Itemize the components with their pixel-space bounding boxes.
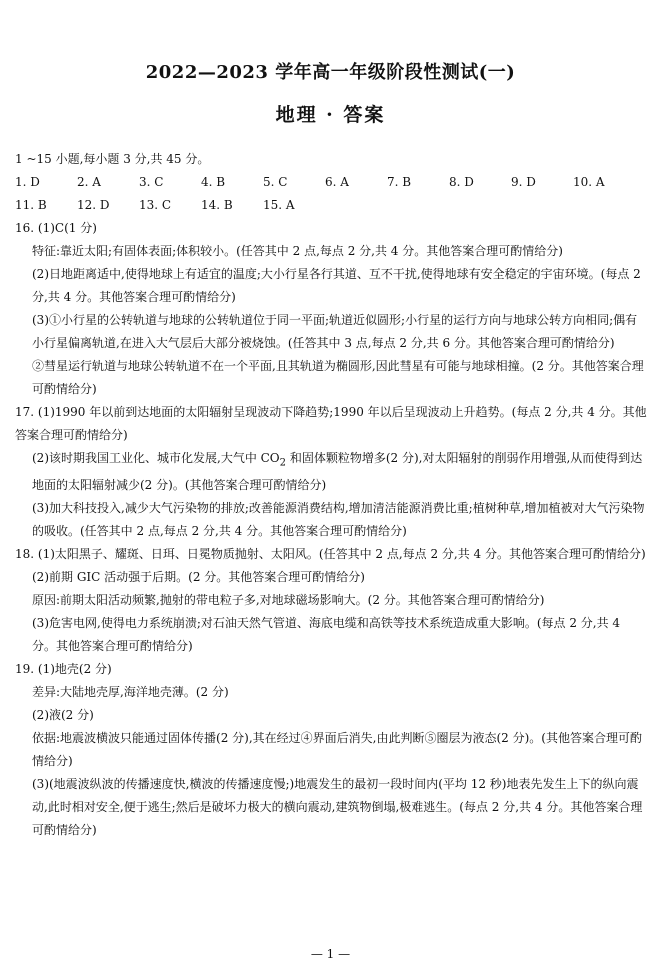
mc-intro: 1 ~15 小题,每小题 3 分,共 45 分。 (15, 152, 210, 166)
q18-part3: (3)危害电网,使得电力系统崩溃;对石油天然气管道、海底电缆和高铁等技术系统造成重大影响。(每点 2 分,共 4 分。其他答案合理可酌情给分) (32, 616, 621, 654)
mc-answer: 9. D (511, 175, 536, 189)
q16-head: 16. (1)C(1 分) (15, 221, 97, 235)
page-number: — 1 — (310, 947, 351, 961)
mc-answer: 13. C (139, 198, 172, 212)
q17-part2-text: (2)该时期我国工业化、城市化发展,大气中 CO (32, 451, 280, 465)
mc-answer: 4. B (201, 175, 226, 189)
mc-answer: 3. C (139, 175, 164, 189)
q19-part3: (3)(地震波纵波的传播速度快,横波的传播速度慢;)地震发生的最初一段时间内(平均 12 秒)地表先发生上下的纵向震动,此时相对安全,便于逃生;然后是破坏力极大的横向震动,建筑物倒塌,极难逃生。(每点 2 分,共 4 分。其他答案合理可酌情给分) (32, 777, 643, 838)
q17-part3: (3)加大科技投入,减少大气污染物的排放;改善能源消费结构,增加清洁能源消费比重;植树种草,增加植被对大气污染物的吸收。(任答其中 2 点,每点 2 分,共 4 分。其他答案合理可酌情给分) (32, 501, 645, 539)
q16-feature: 特征:靠近太阳;有固体表面;体积较小。(任答其中 2 点,每点 2 分,共 4 分。其他答案合理可酌情给分) (32, 244, 563, 258)
q18-head: 18. (1)太阳黑子、耀斑、日珥、日冕物质抛射、太阳风。(任答其中 2 点,每点 2 分,共 4 分。其他答案合理可酌情给分) (15, 547, 646, 562)
mc-answer: 6. A (325, 175, 349, 189)
mc-answer: 8. D (449, 175, 474, 189)
q16-part3b: ②彗星运行轨道与地球公转轨道不在一个平面,且其轨道为椭圆形,因此彗星有可能与地球相撞。(2 分。其他答案合理可酌情给分) (32, 359, 644, 396)
page-title: 2022—2023 学年高一年级阶段性测试(一) (145, 62, 516, 83)
mc-answer: 2. A (77, 175, 101, 189)
mc-answer: 1. D (15, 175, 40, 189)
q17-part2-text-cont: 和固体颗粒物增多(2 分),对太阳辐射的削弱作用增强,从而使得到达地面的太阳辐射减少(2 分)。(其他答案合理可酌情给分) (32, 451, 643, 493)
mc-answer: 10. A (573, 175, 605, 189)
mc-row-2 (15, 194, 647, 217)
q19-part2: (2)液(2 分) (32, 708, 94, 723)
mc-answer: 5. C (263, 175, 288, 189)
q18-part2: (2)前期 GIC 活动强于后期。(2 分。其他答案合理可酌情给分) (32, 570, 365, 585)
q16-part3: (3)①小行星的公转轨道与地球的公转轨道位于同一平面;轨道近似圆形;小行星的运行方向与地球公转方向相同;偶有小行星偏离轨道,在进入大气层后大部分被烧蚀。(任答其中 3 点,每点 2 分,共 6 分。其他答案合理可酌情给分) (32, 313, 638, 350)
mc-answer: 12. D (77, 198, 110, 212)
page-subtitle: 地理 · 答案 (275, 104, 386, 126)
q16-part2: (2)日地距离适中,使得地球上有适宜的温度;大小行星各行其道、互不干扰,使得地球有安全稳定的宇宙环境。(每点 2 分,共 4 分。其他答案合理可酌情给分) (32, 267, 641, 304)
mc-answer: 7. B (387, 175, 412, 189)
mc-answer: 15. A (263, 198, 295, 212)
mc-row-1 (15, 171, 647, 194)
q18-reason: 原因:前期太阳活动频繁,抛射的带电粒子多,对地球磁场影响大。(2 分。其他答案合理可酌情给分) (32, 593, 545, 608)
answer-content (15, 148, 647, 842)
q17-head: 17. (1)1990 年以前到达地面的太阳辐射呈现波动下降趋势;1990 年以后呈现波动上升趋势。(每点 2 分,共 4 分。其他答案合理可酌情给分) (15, 405, 647, 442)
co2-subscript: 2 (279, 457, 287, 469)
q19-basis: 依据:地震波横波只能通过固体传播(2 分),其在经过④界面后消失,由此判断⑤圈层为液态(2 分)。(其他答案合理可酌情给分) (32, 731, 642, 769)
mc-answer: 11. B (15, 198, 47, 212)
q19-head: 19. (1)地壳(2 分) (15, 662, 112, 677)
mc-answer: 14. B (201, 198, 233, 212)
q19-difference: 差异:大陆地壳厚,海洋地壳薄。(2 分) (32, 685, 229, 700)
q17-part2 (15, 447, 647, 497)
